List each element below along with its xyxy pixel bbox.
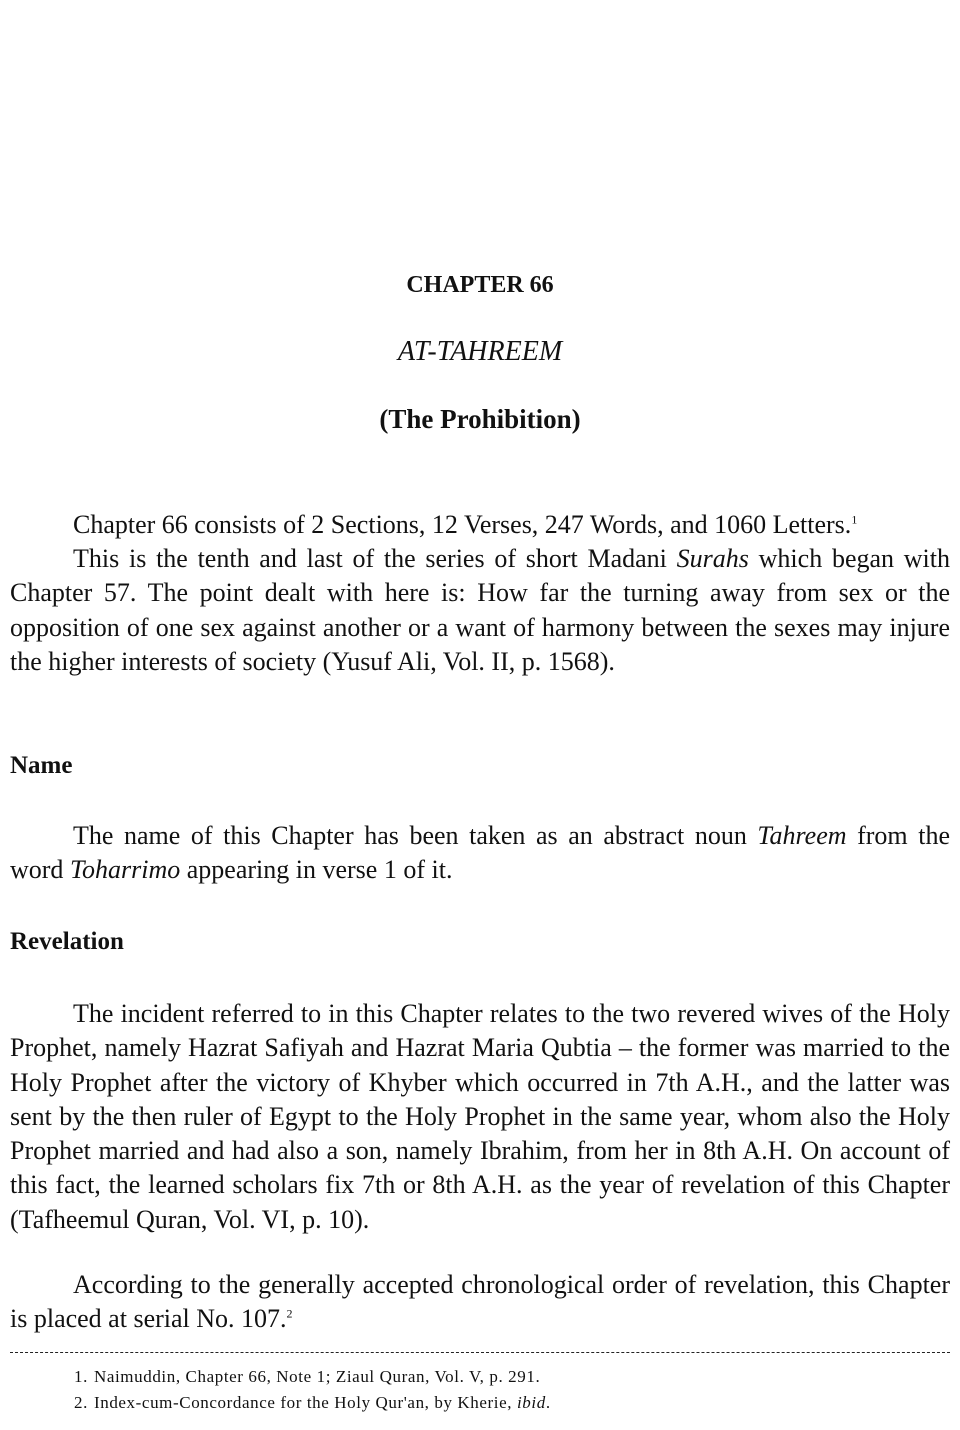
intro-description-text-end: which began with Chapter 57. The point dealt with here is: How far the turning away from sex or the opposition of one sex against another or a want of harmony between the sexes may injure the higher interests of society (Yusuf Ali, Vol. II, p. 1568). (10, 544, 950, 676)
footnote-2-ibid-italic: ibid (516, 1393, 546, 1412)
revelation-paragraph-2 (10, 1268, 950, 1337)
intro-description-paragraph (10, 542, 950, 679)
footnote-2 (74, 1390, 934, 1416)
footnote-divider (10, 1352, 950, 1353)
name-toharrimo-italic: Toharrimo (69, 855, 181, 885)
footnote-1-number: 1. (74, 1367, 88, 1386)
name-tahreem-italic: Tahreem (757, 821, 847, 850)
chapter-subtitle: (The Prohibition) (379, 404, 581, 434)
revelation-paragraph-2-text: According to the generally accepted chronological order of revelation, this Chapter is placed at serial No. 107. (10, 1270, 950, 1334)
footnote-ref-2: 2 (286, 1306, 293, 1321)
chapter-number: CHAPTER 66 (406, 272, 554, 298)
name-text-start: The name of this Chapter has been taken as an abstract noun (73, 821, 758, 850)
footnote-2-number: 2. (74, 1393, 88, 1412)
name-text-end: appearing in verse 1 of it. (180, 855, 453, 885)
footnote-2-text: Index-cum-Concordance for the Holy Qur'an, by Kherie, (93, 1393, 517, 1412)
name-paragraph (10, 819, 950, 888)
revelation-paragraph-1: The incident referred to in this Chapter relates to the two revered wives of the Holy Prophet, namely Hazrat Safiyah and Hazrat Maria Qubtia – the former was married to the Holy Prophet after the victory of Khyber which occurred in 7th A.H., and the latter was sent by the then ruler of Egypt to the Holy Prophet in the same year, whom also the Holy Prophet married and had also a son, namely Ibrahim, from her in 8th A.H. On account of this fact, the learned scholars fix 7th or 8th A.H. as the year of revelation of this Chapter (Tafheemul Quran, Vol. VI, p. 10). (10, 999, 950, 1234)
footnote-1-text: Naimuddin, Chapter 66, Note 1; Ziaul Quran, Vol. V, p. 291. (93, 1367, 541, 1386)
chapter-title: AT-TAHREEM (397, 336, 563, 367)
intro-statistics-paragraph (10, 508, 950, 542)
footnote-2-period: . (545, 1393, 551, 1412)
revelation-heading: Revelation (10, 928, 124, 955)
name-text-middle: from the word (10, 821, 950, 885)
footnote-ref-1: 1 (851, 512, 858, 527)
intro-description-text-start: This is the tenth and last of the series of short Madani (73, 544, 677, 573)
intro-surahs-italic: Surahs (676, 544, 749, 573)
name-heading: Name (10, 752, 73, 779)
footnotes (74, 1364, 934, 1416)
footnote-1 (74, 1364, 934, 1390)
intro-statistics-text: Chapter 66 consists of 2 Sections, 12 Verses, 247 Words, and 1060 Letters. (73, 510, 852, 539)
